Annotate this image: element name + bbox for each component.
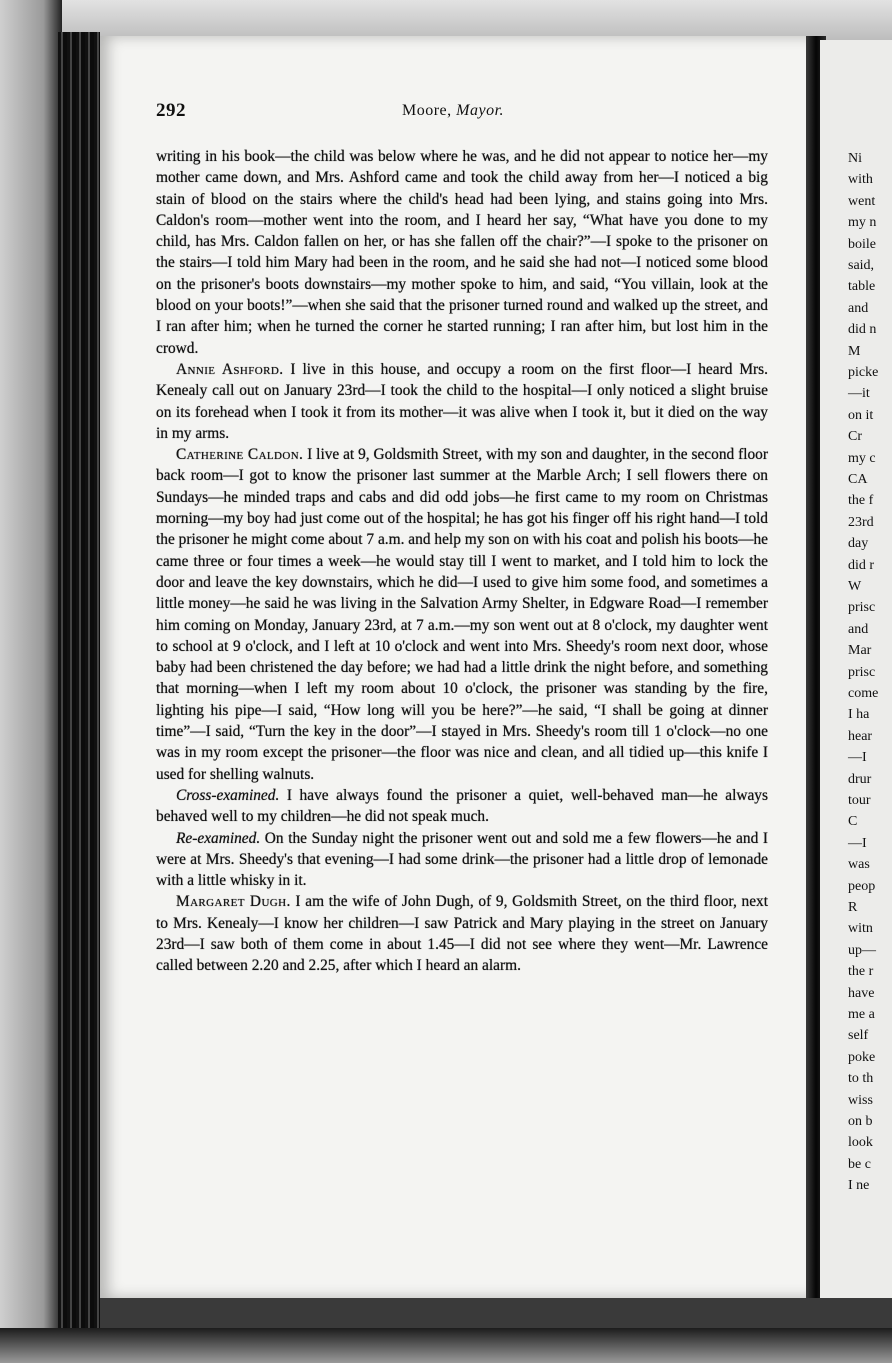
facing-page-word: come — [848, 686, 879, 701]
paragraph-text: On the Sunday night the prisoner went out and sold me a few flowers—he and I were at Mrs. Sheedy's that evening—I had some drink—the prisoner had a little drop of lemonade with a little whisky in it. — [156, 829, 768, 890]
facing-page-word: prisc — [848, 600, 876, 616]
facing-page-word: —it — [848, 386, 870, 402]
facing-page-word: did n — [848, 322, 877, 338]
page-body-text — [156, 146, 768, 977]
speaker-name: Catherine Caldon. — [176, 446, 304, 464]
book-binding-edge — [58, 32, 100, 1332]
facing-page-word: I ne — [848, 1178, 870, 1194]
facing-page-word: boile — [848, 236, 876, 252]
paragraph-continuation — [156, 146, 768, 359]
facing-page-word: did r — [848, 557, 875, 573]
running-head-title: Mayor. — [456, 102, 505, 119]
speaker-name: Margaret Dugh. — [176, 893, 291, 911]
facing-page-word: wiss — [848, 1092, 873, 1108]
facing-page-word: hear — [848, 728, 873, 744]
scan-background-top — [0, 0, 892, 40]
facing-page-word: look — [848, 1135, 873, 1151]
facing-page-word: peop — [848, 878, 876, 894]
facing-page-word: and — [848, 621, 869, 637]
speaker-name: Annie Ashford. — [176, 360, 284, 378]
scan-background-left — [0, 0, 62, 1363]
cross-examination — [156, 785, 768, 828]
facing-page-word: drur — [848, 771, 872, 787]
facing-page-word: C — [848, 814, 858, 830]
facing-page-word: self — [848, 1028, 869, 1044]
facing-page-word: went — [848, 193, 876, 209]
paragraph-text: writing in his book—the child was below where he was, and he did not appear to notice her—my mother came down, and Mrs. Ashford came and took the child away from her—I noticed a big stain of blood on the stairs where the child's head had been lying, and stains going into Mrs. Caldon's room—mother went into the room, and I heard her say, “What have you done to my child, has Mrs. Caldon fallen on her, or has she fallen off the chair?”—I spoke to the prisoner on the stairs—I told him Mary had been in the room, and he said she had not—I noticed some blood on the prisoner's boots downstairs—my mother spoke to him, and said, “You villain, look at the blood on your boots!”—when she said that the prisoner turned round and walked up the street, and I ran after him; when he turned the corner he started running; I ran after him, but lost him in the crowd. — [156, 148, 768, 357]
facing-page-word: said, — [848, 258, 875, 273]
facing-page-word: with — [848, 172, 873, 188]
facing-page-word: picke — [848, 365, 879, 380]
facing-page-word: up— — [848, 942, 876, 958]
testimony-margaret-dugh — [156, 891, 768, 976]
facing-page-word: tour — [848, 793, 871, 808]
page-number: 292 — [156, 100, 186, 121]
facing-page-word: poke — [848, 1049, 876, 1065]
facing-page-word: I ha — [848, 707, 870, 723]
facing-page-word: R — [848, 900, 858, 915]
paragraph-text: I live in this house, and occupy a room on the first floor—I heard Mrs. Kenealy call out on January 23rd—I took the child to the hospital—I only noticed a slight bruise on its forehead when I took it from its mother—it was alive when I took it, but it died on the way in my arms. — [156, 360, 768, 442]
paragraph-text: I am the wife of John Dugh, of 9, Goldsmith Street, on the third floor, next to Mrs. Kenealy—I know her children—I saw Patrick and Mary playing in the street on January 23rd—I saw both of them come in about 1.45—I did not see where they went—Mr. Lawrence called between 2.20 and 2.25, after which I heard an alarm. — [156, 893, 769, 975]
facing-page-word: Mar — [848, 643, 872, 659]
facing-page-word: —I — [848, 750, 867, 766]
facing-page-word: my c — [848, 450, 876, 466]
facing-page-word: the f — [848, 493, 874, 509]
facing-page-word: 23rd — [848, 514, 874, 530]
facing-page-word: CA — [848, 472, 868, 487]
re-examination — [156, 828, 768, 892]
examination-label: Cross-examined. — [176, 786, 280, 804]
examination-label: Re-examined. — [176, 829, 261, 847]
page-header — [156, 100, 766, 126]
facing-page-word: witn — [848, 921, 873, 937]
facing-page-word: Cr — [848, 429, 862, 445]
running-head — [402, 102, 504, 120]
facing-page-word: was — [848, 857, 870, 873]
facing-page-word: to th — [848, 1071, 874, 1087]
facing-page-word: W — [848, 579, 862, 594]
facing-page-word: the r — [848, 964, 874, 980]
paragraph-text: I live at 9, Goldsmith Street, with my son and daughter, in the second floor back room—I got to know the prisoner last summer at the Marble Arch; I sell flowers there on Sundays—he minded traps and cabs and did odd jobs—he first came to my room on Christmas morning—my boy had just come out of the hospital; he has got his finger off his right hand—I told the prisoner he might come about 7 a.m. and help my son on with his coat and polish his boots—he came three or four times a week—he would stay till I went to market, and I told him to lock the door and leave the key downstairs, which he did—I used to give him some food, and sometimes a little money—he said he was living in the Salvation Army Shelter, in Edgware Road—I remember him coming on Monday, January 23rd, at 7 a.m.—my son went out at 8 o'clock, my daughter went to school at 9 o'clock, and I left at 10 o'clock and went into Mrs. Sheedy's room next door, whose baby had been christened the day before; we had had a little drink the night before, and something that morning—when I left my room about 10 o'clock, the prisoner was standing by the fire, lighting his pipe—I said, “How long will you be here?”—he said, “I shall be going at dinner time”—I said, “Turn the key in the door”—I stayed in Mrs. Sheedy's room till 1 o'clock—no one was in my room except the prisoner—the floor was nice and clean, and all tidied up—this knife I used for shelling walnuts. — [156, 446, 768, 783]
facing-page-word: table — [848, 279, 876, 295]
running-head-name: Moore, — [402, 102, 452, 119]
facing-page-fragment — [820, 40, 892, 1298]
facing-page-word: on it — [848, 407, 874, 423]
scan-background-bottom — [0, 1328, 892, 1363]
facing-page-word: be c — [848, 1156, 871, 1172]
facing-page-word: Ni — [848, 151, 862, 166]
facing-page-word: and — [848, 300, 869, 316]
facing-page-word: my n — [848, 215, 877, 231]
facing-page-word: day — [848, 536, 869, 552]
testimony-annie-ashford — [156, 359, 768, 444]
testimony-catherine-caldon — [156, 444, 768, 785]
facing-page-word: M — [848, 343, 861, 359]
facing-page-word: prisc — [848, 664, 876, 680]
facing-page-word: on b — [848, 1114, 873, 1129]
facing-page-word: —I — [848, 835, 867, 851]
facing-page-word: me a — [848, 1007, 875, 1022]
paragraph-text: I have always found the prisoner a quiet, well-behaved man—he always behaved well to my children—he did not speak much. — [156, 786, 768, 826]
facing-page-word: have — [848, 985, 875, 1001]
